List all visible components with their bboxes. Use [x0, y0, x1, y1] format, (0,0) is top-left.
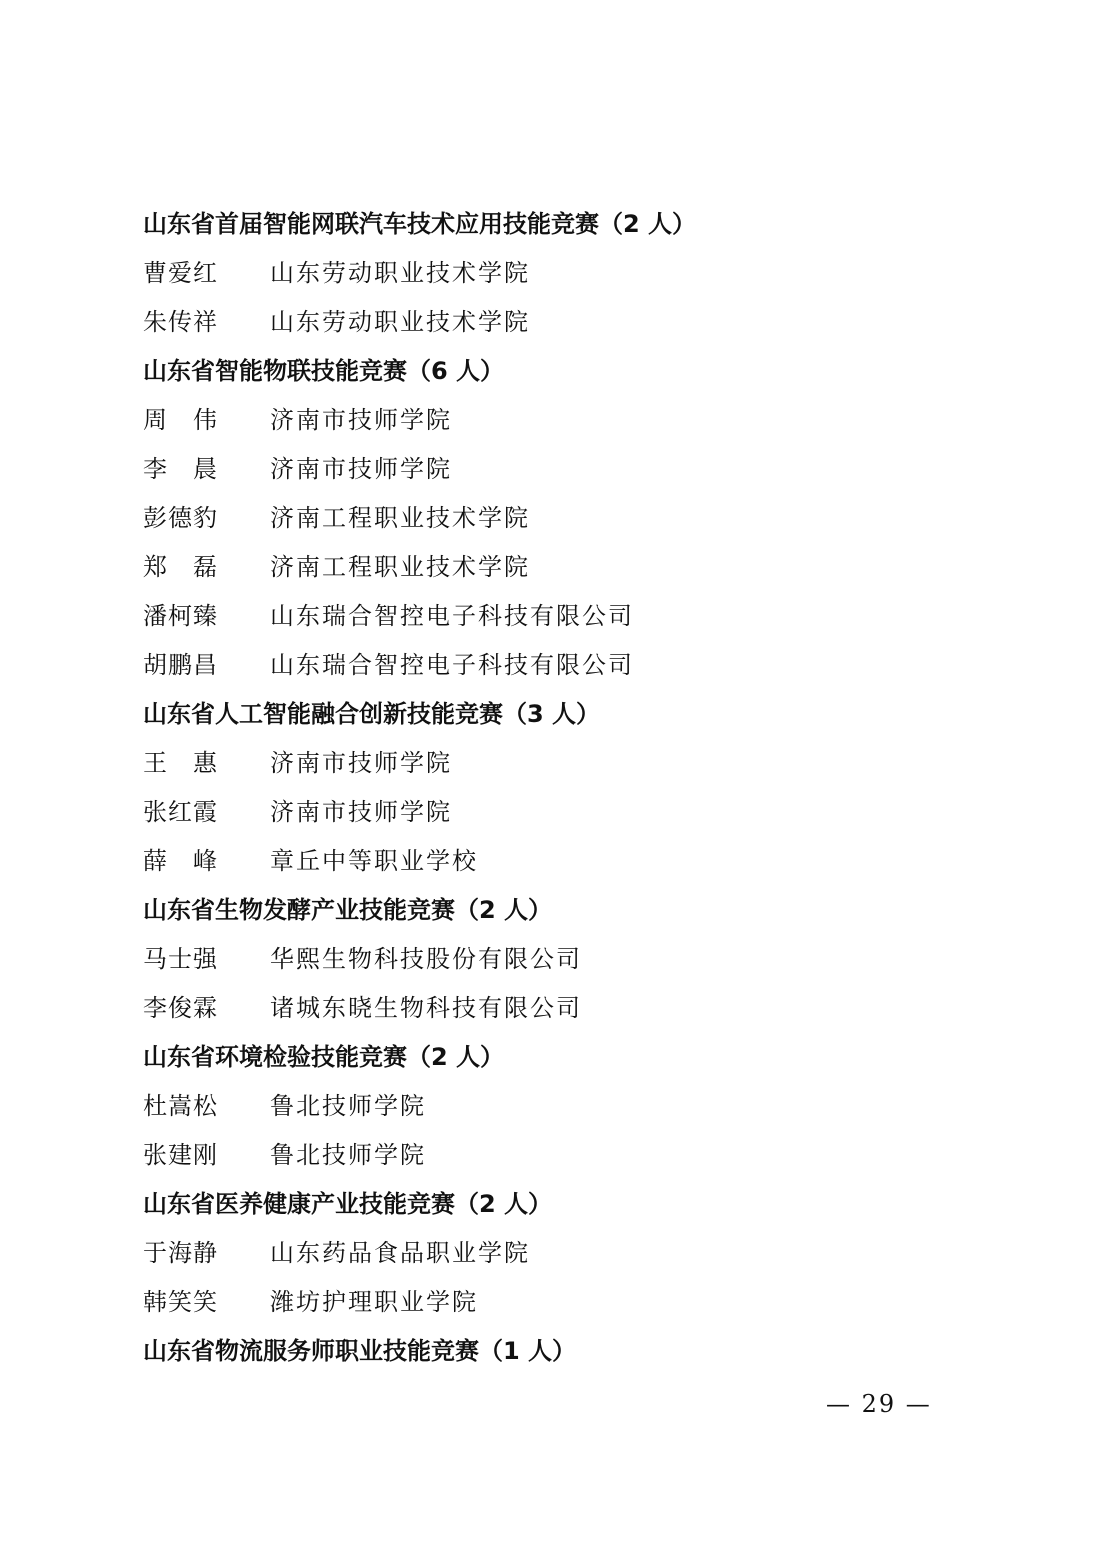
section-heading: 山东省人工智能融合创新技能竞赛（3 人）	[143, 700, 601, 728]
winner-organization: 鲁北技师学院	[270, 1092, 426, 1120]
winner-organization: 华熙生物科技股份有限公司	[270, 945, 582, 973]
winner-name: 胡鹏昌	[143, 651, 218, 679]
winner-organization: 济南市技师学院	[270, 406, 452, 434]
winner-entry	[143, 1278, 1003, 1327]
winner-entry	[143, 739, 1003, 788]
section-heading: 山东省生物发酵产业技能竞赛（2 人）	[143, 896, 553, 924]
winner-entry	[143, 249, 1003, 298]
winner-name: 郑 磊	[143, 553, 218, 581]
winner-name: 潘柯臻	[143, 602, 218, 630]
winner-entry	[143, 837, 1003, 886]
section-heading: 山东省医养健康产业技能竞赛（2 人）	[143, 1190, 553, 1218]
winner-organization: 诸城东晓生物科技有限公司	[270, 994, 582, 1022]
winner-name: 张建刚	[143, 1141, 218, 1169]
winner-entry	[143, 1082, 1003, 1131]
page-number: — 29 —	[826, 1390, 932, 1418]
winner-name: 张红霞	[143, 798, 218, 826]
winner-entry	[143, 396, 1003, 445]
winner-name: 周 伟	[143, 406, 218, 434]
winner-organization: 潍坊护理职业学院	[270, 1288, 478, 1316]
winner-organization: 山东劳动职业技术学院	[270, 308, 530, 336]
winner-organization: 章丘中等职业学校	[270, 847, 478, 875]
winner-entry	[143, 592, 1003, 641]
section-heading: 山东省环境检验技能竞赛（2 人）	[143, 1043, 505, 1071]
winner-name: 曹爱红	[143, 259, 218, 287]
winner-entry	[143, 1229, 1003, 1278]
winner-organization: 济南工程职业技术学院	[270, 504, 530, 532]
winner-name: 彭德豹	[143, 504, 218, 532]
winner-name: 韩笑笑	[143, 1288, 218, 1316]
winner-organization: 济南市技师学院	[270, 798, 452, 826]
winner-name: 薛 峰	[143, 847, 218, 875]
winner-organization: 山东瑞合智控电子科技有限公司	[270, 602, 634, 630]
winner-name: 马士强	[143, 945, 218, 973]
winner-name: 王 惠	[143, 749, 218, 777]
winner-entry	[143, 445, 1003, 494]
winner-entry	[143, 788, 1003, 837]
winner-organization: 山东药品食品职业学院	[270, 1239, 530, 1267]
winner-organization: 鲁北技师学院	[270, 1141, 426, 1169]
winner-entry	[143, 543, 1003, 592]
winner-name: 于海静	[143, 1239, 218, 1267]
winner-name: 朱传祥	[143, 308, 218, 336]
section-heading: 山东省首届智能网联汽车技术应用技能竞赛（2 人）	[143, 210, 697, 238]
winner-entry	[143, 935, 1003, 984]
winner-organization: 山东瑞合智控电子科技有限公司	[270, 651, 634, 679]
winner-entry	[143, 641, 1003, 690]
winner-organization: 济南工程职业技术学院	[270, 553, 530, 581]
winner-entry	[143, 1131, 1003, 1180]
winner-entry	[143, 494, 1003, 543]
winner-organization: 山东劳动职业技术学院	[270, 259, 530, 287]
winner-entry	[143, 298, 1003, 347]
winner-name: 李俊霖	[143, 994, 218, 1022]
document-body	[143, 200, 1003, 1376]
section-heading: 山东省智能物联技能竞赛（6 人）	[143, 357, 505, 385]
winner-name: 杜嵩松	[143, 1092, 218, 1120]
section-heading: 山东省物流服务师职业技能竞赛（1 人）	[143, 1337, 577, 1365]
winner-organization: 济南市技师学院	[270, 749, 452, 777]
winner-entry	[143, 984, 1003, 1033]
winner-organization: 济南市技师学院	[270, 455, 452, 483]
winner-name: 李 晨	[143, 455, 218, 483]
